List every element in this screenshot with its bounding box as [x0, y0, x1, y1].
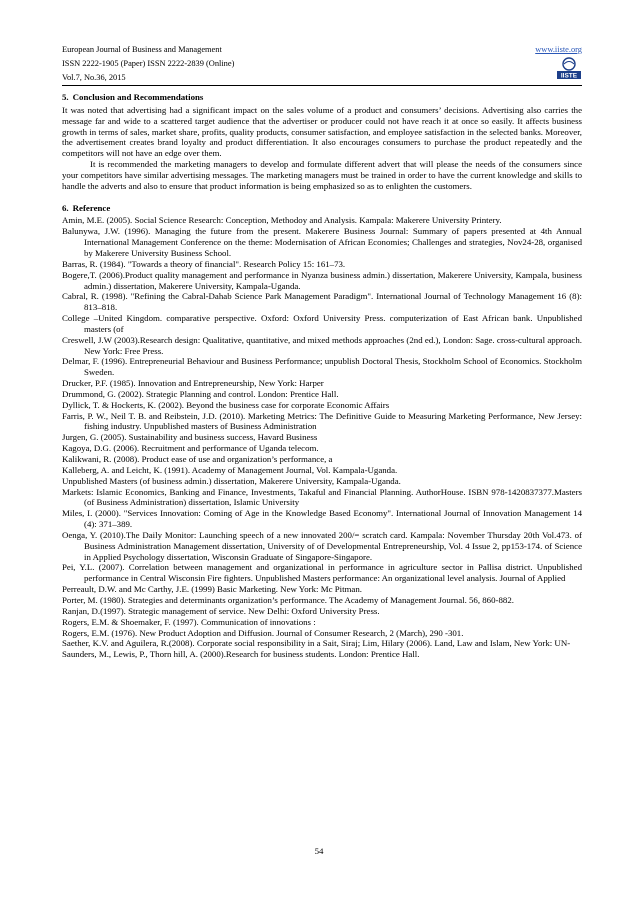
reference-item: College –United Kingdom. comparative perspective. Oxford: Oxford University Press. computerization of East African bank. Unpublished masters (of: [62, 313, 582, 334]
header-rule: [62, 85, 582, 86]
references-number: 6.: [62, 202, 69, 213]
issn-line: ISSN 2222-1905 (Paper) ISSN 2222-2839 (Online): [62, 59, 235, 68]
page-number: 54: [314, 846, 324, 856]
conclusion-number: 5.: [62, 92, 69, 102]
reference-item: Oenga, Y. (2010).The Daily Monitor: Launching speech of a new innovated 200/= scratch card. Kampala: November Thursday 20th Vol.473. of Business Administration Management dissertation, University of of Developmental Entrepreneurship, Vol. 4 Issue 2, pp153-174. of Science in Applied Psychology dissertation, Wisconsin Graduate of Singapore-Singapore.: [62, 529, 582, 562]
reference-item: Dyllick, T. & Hockerts, K. (2002). Beyond the business case for corporate Economic Affairs: [62, 399, 390, 410]
reference-item: Jurgen, G. (2005). Sustainability and business success, Havard Business: [62, 432, 318, 443]
references-heading: [62, 203, 582, 214]
reference-item: Pei, Y.L. (2007). Correlation between management and organizational in performance in agriculture sector in Pallisa district. Unpublished performance in Central Wisconsin Fire fighters. Unpublished Masters performance: An organizational level analysis. Journal of Applied: [62, 562, 582, 584]
reference-item: Rogers, E.M. & Shoemaker, F. (1997). Communication of innovations :: [62, 616, 316, 627]
journal-name: European Journal of Business and Management: [62, 45, 222, 54]
reference-item: Barras, R. (1984). "Towards a theory of financial". Research Policy 15: 161–73.: [62, 258, 346, 269]
volume-line: Vol.7, No.36, 2015: [62, 73, 126, 82]
reference-item: Markets: Islamic Economics, Banking and Finance, Investments, Takaful and Financial Planning. AuthorHouse. ISBN 978-1420837377.Masters (of Business Administration) dissertation, Islamic University: [62, 486, 582, 508]
conclusion-heading: [62, 92, 582, 103]
reference-item: Drucker, P.F. (1985). Innovation and Entrepreneurship, New York: Harper: [62, 378, 324, 389]
reference-item: Porter, M. (1980). Strategies and determinants organization’s performance. The Academy of Management Journal. 56, 860-882.: [62, 594, 514, 605]
reference-item: Kalikwani, R. (2008). Product ease of use and organization’s performance, a: [62, 454, 333, 464]
reference-item: Rogers, E.M. (1976). New Product Adoption and Diffusion. Journal of Consumer Research, 2 (March), 290 -301.: [62, 627, 464, 638]
iiste-logo: [556, 56, 582, 80]
reference-item: Bogere,T. (2006).Product quality management and performance in Nyanza business admin.) dissertation, Makerere University, Kampala, business admin.) dissertation, Makerere University, Kampala-Uganda.: [62, 269, 582, 291]
svg-text:IISTE: IISTE: [560, 72, 578, 80]
references-title: Reference: [72, 202, 111, 213]
reference-item: Ranjan, D.(1997). Strategic management of service. New Delhi: Oxford University Press.: [62, 605, 380, 616]
reference-item: Unpublished Masters (of business admin.) dissertation, Makerere University, Kampala-Uganda.: [62, 475, 401, 486]
conclusion-title: Conclusion and Recommendations: [72, 92, 204, 102]
reference-item: Kagoya, D.G. (2006). Recruitment and performance of Uganda telecom.: [62, 443, 319, 454]
reference-item: Drummond, G. (2002). Strategic Planning and control. London: Prentice Hall.: [62, 388, 339, 399]
reference-item: Balunywa, J.W. (1996). Managing the future from the present. Makerere Business Journal: Summary of papers presented at 4th Annual International Management Conference on the theme: Modernisation of African Economies; Challenges and strategies, Nov24-28, organised by Makerere University Business School.: [62, 226, 582, 258]
reference-item: Saether, K.V. and Aguilera, R.(2008). Corporate social responsibility in a Sait, Siraj; Lim, Hilary (2006). Land, Law and Islam, New York: UN-: [62, 638, 571, 649]
reference-list: [62, 215, 582, 660]
reference-item: Perreault, D.W. and Mc Carthy, J.E. (1999) Basic Marketing. New York: Mc Pitman.: [62, 584, 362, 595]
reference-item: Delmar, F. (1996). Entrepreneurial Behaviour and Business Performance; unpublish Doctoral Thesis, Stockholm School of Economics. Stockholm Sweden.: [62, 356, 582, 378]
reference-item: Miles, I. (2000). "Services Innovation: Coming of Age in the Knowledge Based Economy". International Journal of Innovation Management 14 (4): 371–389.: [62, 508, 582, 530]
reference-item: Kalleberg, A. and Leicht, K. (1991). Academy of Management Journal, Vol. Kampala-Uganda.: [62, 464, 398, 475]
reference-item: Farris, P. W., Neil T. B. and Reibstein, J.D. (2010). Marketing Metrics: The Definitive Guide to Measuring Marketing Performance, New Jersey: fishing industry. Unpublished masters of Business Administration: [62, 410, 582, 432]
conclusion-paragraph-1: It was noted that advertising had a significant impact on the sales volume of a product and consumers’ decisions. Advertising also carries the message far and wide to a scattered target audience that the advertiser or producer could not have reach it at once so easily. It affects business growth in terms of sales, market share, profits, quality products, consumer satisfaction, and employee satisfaction in the selected banks. Moreover, the advertisement creates brand loyalty and product differentiation. It also encourages consumers to purchase the product repeatedly and the competitors will not have an edge over them.: [62, 104, 582, 159]
reference-item: Saunders, M., Lewis, P., Thorn hill, A. (2000).Research for business students. London: Prentice Hall.: [62, 649, 420, 660]
reference-item: Creswell, J.W (2003).Research design: Qualitative, quantitative, and mixed methods approaches (2nd ed.), London: Sage. cross-cultural approach. New York: Free Press.: [62, 334, 582, 356]
article-body: [62, 92, 582, 660]
journal-url-link[interactable]: www.iiste.org: [535, 45, 582, 54]
reference-item: Amin, M.E. (2005). Social Science Research: Conception, Methodoy and Analysis. Kampala: Makerere University Printery.: [62, 215, 502, 226]
conclusion-paragraph-2: It is recommended the marketing managers to develop and formulate different advert that will please the needs of the consumers since your competitors have similar advertising messages. The marketing managers must be trained in order to have the current knowledge and skills to handle the adverts and also to ensure that product information is being emphasized so as to enlighten the customers.: [62, 159, 582, 191]
reference-item: Cabral, R. (1998). "Refining the Cabral-Dahab Science Park Management Paradigm". International Journal of Technology Management 16 (8): 813–818.: [62, 291, 582, 313]
